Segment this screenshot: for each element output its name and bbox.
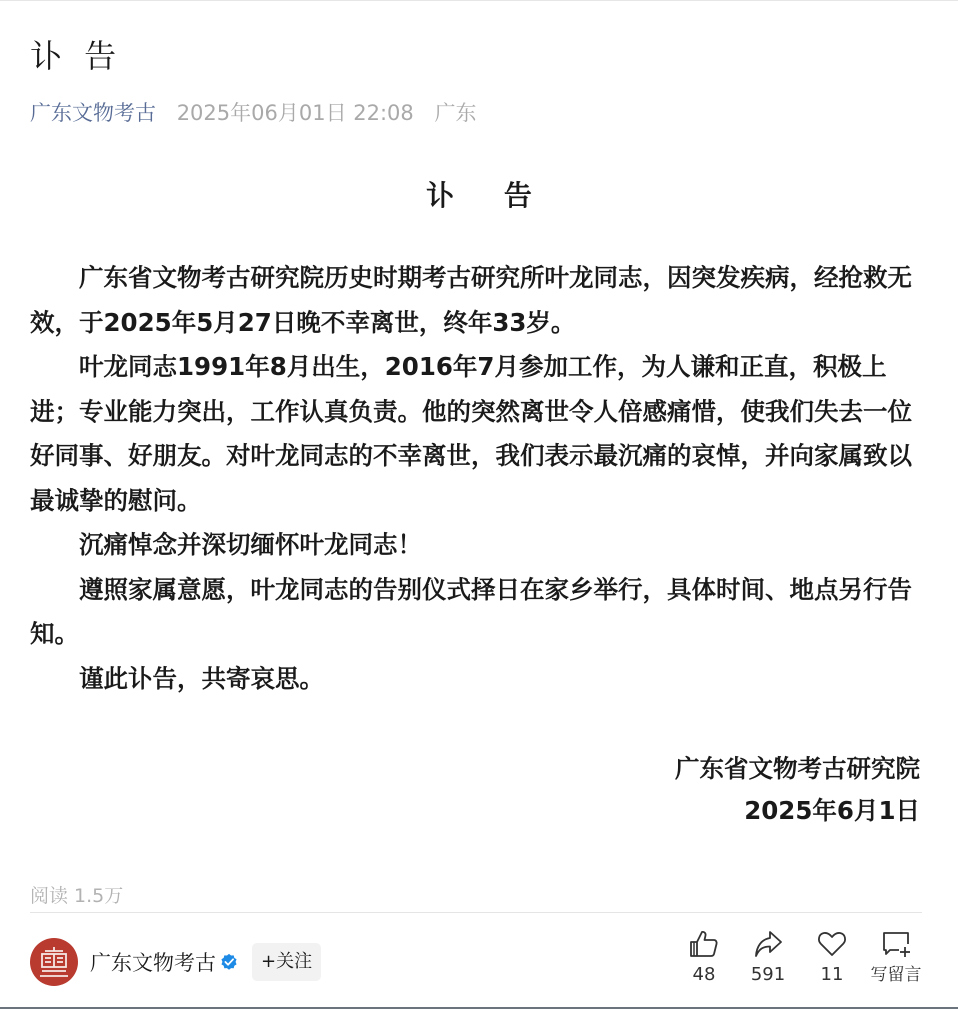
- write-comment-button[interactable]: [864, 928, 928, 986]
- heading-char: 告: [503, 179, 532, 212]
- signature-date: 2025年6月1日: [744, 796, 920, 825]
- paragraph: 沉痛悼念并深切缅怀叶龙同志！: [79, 530, 422, 559]
- signature: [675, 748, 920, 832]
- action-bar: [672, 928, 928, 986]
- share-icon: [752, 928, 784, 960]
- obituary-heading: [0, 176, 958, 216]
- thumbs-up-icon: [688, 928, 720, 960]
- favorite-count: 11: [820, 964, 844, 985]
- share-count: 591: [750, 964, 786, 985]
- article-title: 讣 告: [30, 37, 123, 75]
- avatar[interactable]: [30, 938, 78, 986]
- footer-divider: [30, 912, 922, 913]
- paragraph: 谨此讣告，共寄哀思。: [79, 663, 324, 693]
- publish-date: 2025年06月01日 22:08: [176, 101, 414, 125]
- heading-char: 讣: [426, 179, 455, 212]
- comment-add-icon: [880, 928, 912, 960]
- paragraph: 叶龙同志1991年8月出生，2016年7月参加工作，为人谦和正直，积极上进；专业能力突出，工作认真负责。他的突然离世令人倍感痛惜，使我们失去一位好同事、好朋友。对叶龙同志的不幸离世，我们表示最沉痛的哀悼，并向家属致以最诚挚的慰问。: [30, 352, 912, 515]
- favorite-button[interactable]: [800, 928, 864, 986]
- verified-badge-icon: [220, 953, 238, 971]
- heart-icon: [816, 928, 848, 960]
- author-bar: [30, 938, 321, 986]
- share-button[interactable]: [736, 928, 800, 986]
- read-count: 阅读 1.5万: [30, 885, 124, 907]
- article-meta: [30, 98, 476, 128]
- logo-icon: [39, 946, 69, 978]
- write-comment-label: 写留言: [870, 965, 922, 985]
- signature-org: 广东省文物考古研究院: [675, 754, 920, 783]
- author-link[interactable]: 广东文物考古: [30, 101, 156, 125]
- follow-button[interactable]: +关注: [252, 943, 321, 981]
- paragraph: 遵照家属意愿，叶龙同志的告别仪式择日在家乡举行，具体时间、地点另行告知。: [30, 574, 912, 648]
- paragraph: 广东省文物考古研究院历史时期考古研究所叶龙同志，因突发疾病，经抢救无效，于2025年5月27日晚不幸离世，终年33岁。: [30, 263, 912, 337]
- window-top-border: [0, 0, 958, 1]
- like-count: 48: [692, 964, 716, 985]
- article-content: [30, 256, 930, 701]
- account-name[interactable]: 广东文物考古: [90, 951, 216, 975]
- publish-location: 广东: [434, 101, 477, 125]
- like-button[interactable]: [672, 928, 736, 986]
